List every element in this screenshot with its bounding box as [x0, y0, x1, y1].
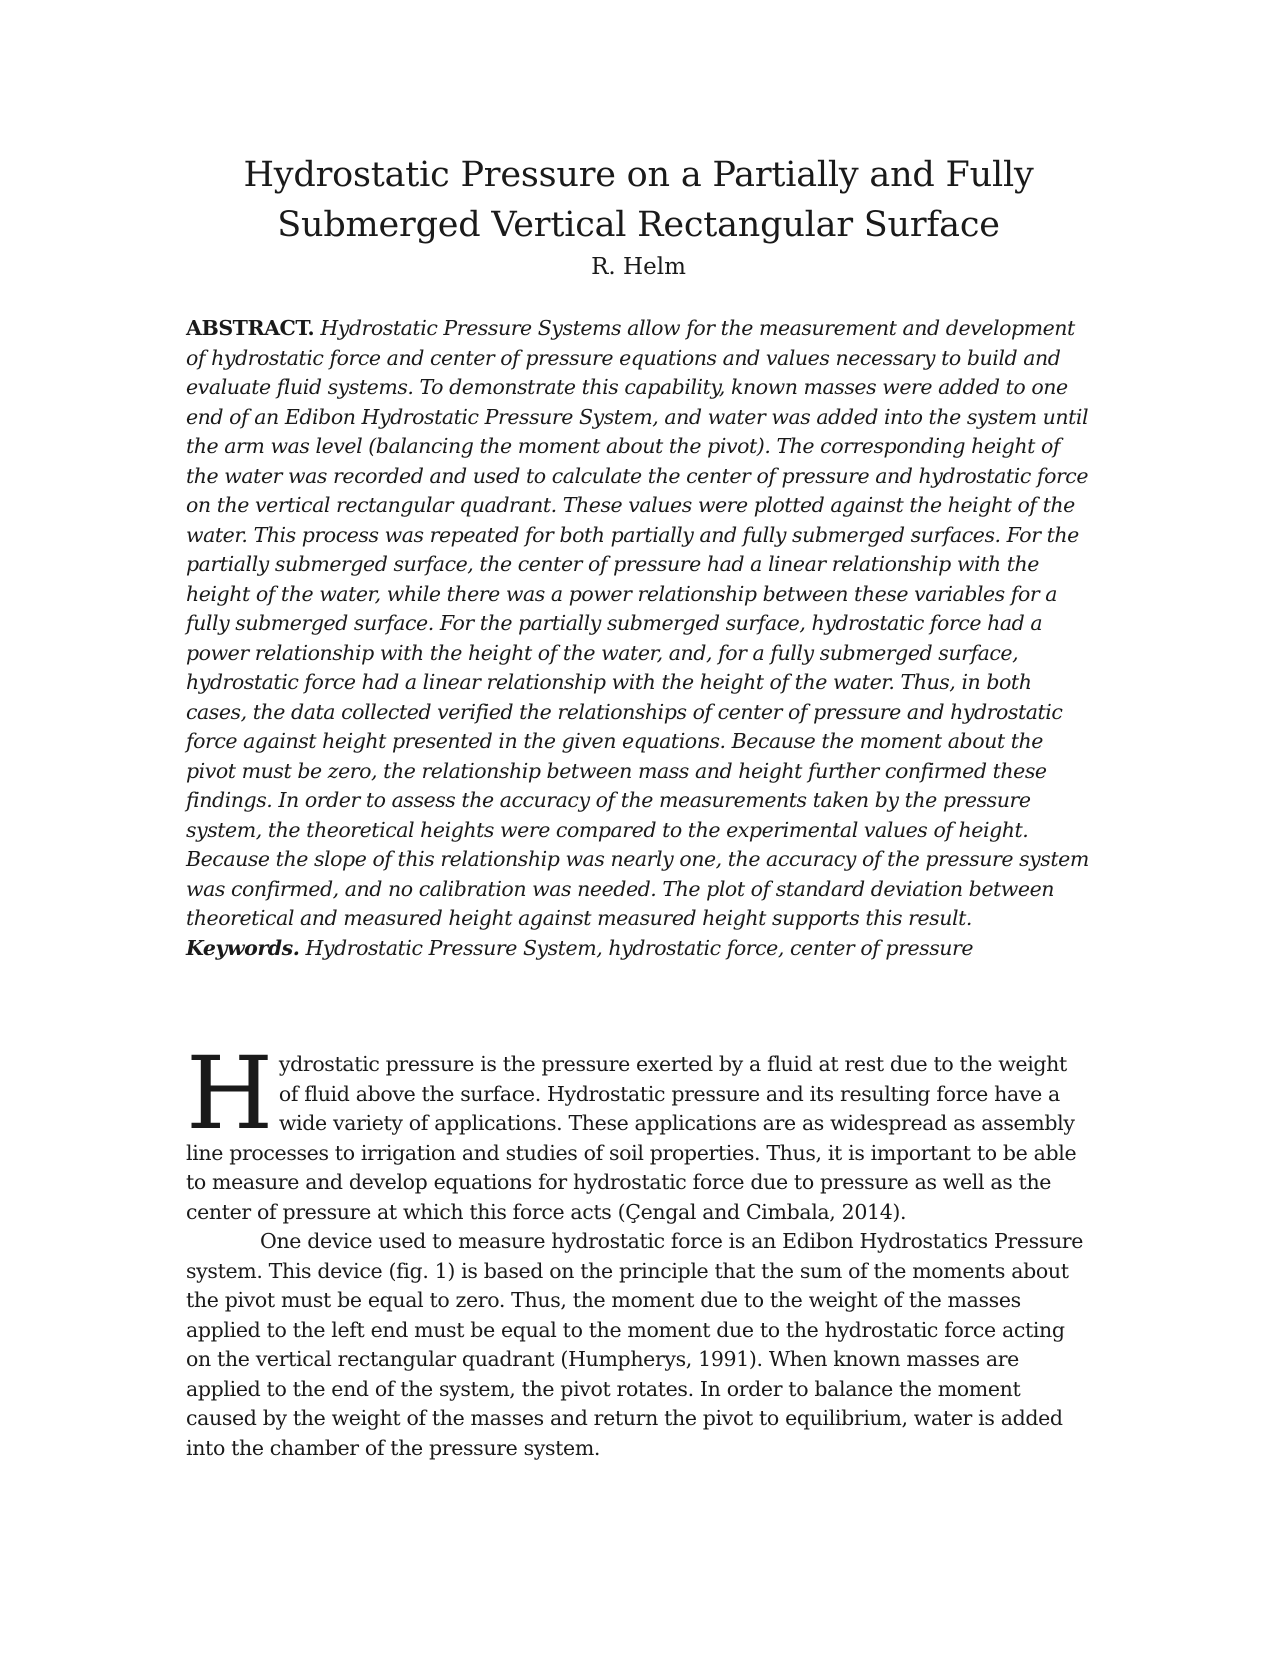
title-line-2: Submerged Vertical Rectangular Surface — [277, 205, 1000, 245]
abstract-label: ABSTRACT. — [186, 316, 315, 340]
abstract — [186, 314, 1091, 963]
title-block — [186, 150, 1091, 282]
paragraph-2: One device used to measure hydrostatic force is an Edibon Hydrostatics Pressure system. This device (fig. 1) is based on the principle that the sum of the moments about the pivot must be equal to zero. Thus, the moment due to the weight of the masses applied to the left end must be equal to the moment due to the hydrostatic force acting on the vertical rectangular quadrant (Humpherys, 1991). When known masses are applied to the end of the system, the pivot rotates. In order to balance the moment caused by the weight of the masses and return the pivot to equilibrium, water is added into the chamber of the pressure system. — [186, 1229, 1084, 1460]
body-text — [186, 1035, 1091, 1463]
author-name: R. Helm — [591, 254, 686, 280]
paper-title — [186, 150, 1091, 250]
drop-cap: H — [186, 1035, 273, 1152]
abstract-text: Hydrostatic Pressure Systems allow for the measurement and development of hydrostatic force and center of pressure equations and values necessary to build and evaluate fluid systems. To demonstrate this capability, known masses were added to one end of an Edibon Hydrostatic Pressure System, and water was added into the system until the arm was level (balancing the moment about the pivot). The corresponding height of the water was recorded and used to calculate the center of pressure and hydrostatic force on the vertical rectangular quadrant. These values were plotted against the height of the water. This process was repeated for both partially and fully submerged surfaces. For the partially submerged surface, the center of pressure had a linear relationship with the height of the water, while there was a power relationship between these variables for a fully submerged surface. For the partially submerged surface, hydrostatic force had a power relationship with the height of the water, and, for a fully submerged surface, hydrostatic force had a linear relationship with the height of the water. Thus, in both cases, the data collected verified the relationships of center of pressure and hydrostatic force against height presented in the given equations. Because the moment about the pivot must be zero, the relationship between mass and height further confirmed these findings. In order to assess the accuracy of the measurements taken by the pressure system, the theoretical heights were compared to the experimental values of height. Because the slope of this relationship was nearly one, the accuracy of the pressure system was confirmed, and no calibration was needed. The plot of standard deviation between theoretical and measured height against measured height supports this result. — [186, 316, 1089, 930]
title-line-1: Hydrostatic Pressure on a Partially and Fully — [243, 155, 1034, 195]
keywords-text: Hydrostatic Pressure System, hydrostatic force, center of pressure — [305, 935, 974, 960]
paragraph-1-text: ydrostatic pressure is the pressure exerted by a fluid at rest due to the weight of fluid above the surface. Hydrostatic pressure and its resulting force have a wide variety of applications. These applications are as widespread as assembly line processes to irrigation and studies of soil properties. Thus, it is important to be able to measure and develop equations for hydrostatic force due to pressure as well as the center of pressure at which this force acts (Çengal and Cimbala, 2014). — [186, 1052, 1077, 1224]
paragraph-1 — [186, 1035, 1091, 1227]
keywords-label: Keywords. — [186, 935, 300, 960]
